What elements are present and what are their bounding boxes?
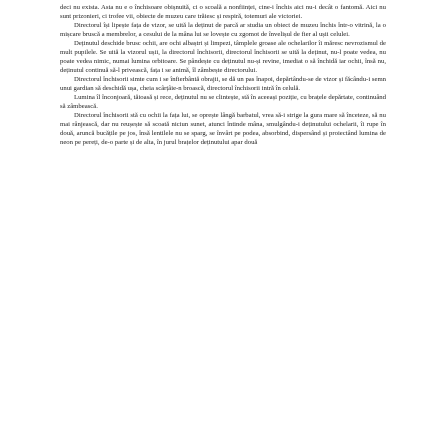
paragraph: Deținutul deschide brusc ochii, are ochi albaștri și limpezi, tâmplele groase ale ochelarilor îi măresc nevrozismul de mult pupilele. Se uită la vizorul ușii, la directorul închisorii, directorul închisorii se uită la deținut, nu-l poate vedea, nu poate vedea nimic, numai lumina orbitoare. Se pândește cu deținutul nu-și revine, imediat o să închidă iar ochii, însă nu, deținutul continuă să-l privească, fața i se animă, îl zâmbește directorului. [60, 40, 386, 74]
paragraph: Directorul închisorii stă cu ochii la fața lui, se oprește lângă barbatul, vrea să-i strige la gura mare să înceteze, să nu mai rânjească, dar nu reușește să scoată niciun sunet, atunci întinde mâna, smulgându-i deținutului ochelarii, îi rupe în două, aruncă bucățile pe jos, însă lentilele nu se sparg, se învârt pe podea, absorbind, dispersând și proiectând lumina de neon pe pereți, de-o parte și de alta, în jurul brațelor deținutului apar două [60, 112, 386, 146]
paragraph: Lumina îl înconjoară, tăioasă și rece, deținutul nu se clintește, stă în aceeași poziție, cu brațele depărtate, continuând să zâmbească. [60, 94, 386, 110]
body-text [60, 3, 386, 147]
paragraph: Directorul își lipește fața de vizor, se uită la deținut de parcă ar studia un obiect de muzeu închis într-o vitrină, la o mișcare bruscă a membrelor, a cesului de la mâna lui se lovește cu zgomot de învelișul de fier al ușii celulei. [60, 22, 386, 38]
paragraph: deci nu exista. Asta nu e o închisoare obișnuită, ci o scoală a nonființei, cine-i închis aici nu-i decât o fantomă. Aici nu sunt prizonieri, ci trofee vii, obiecte de muzeu care trăiesc și respiră, totemuri ale victoriei. [60, 4, 386, 20]
paragraph: Directorul închisorii simte cum i se înfierbântă obrajii, se dă un pas înapoi, depărtându-se de vizor și făcându-i semn unui gardian să deschidă ușa, cheia scârțâie-n broască, directorul închisorii intră în celulă. [60, 76, 386, 92]
